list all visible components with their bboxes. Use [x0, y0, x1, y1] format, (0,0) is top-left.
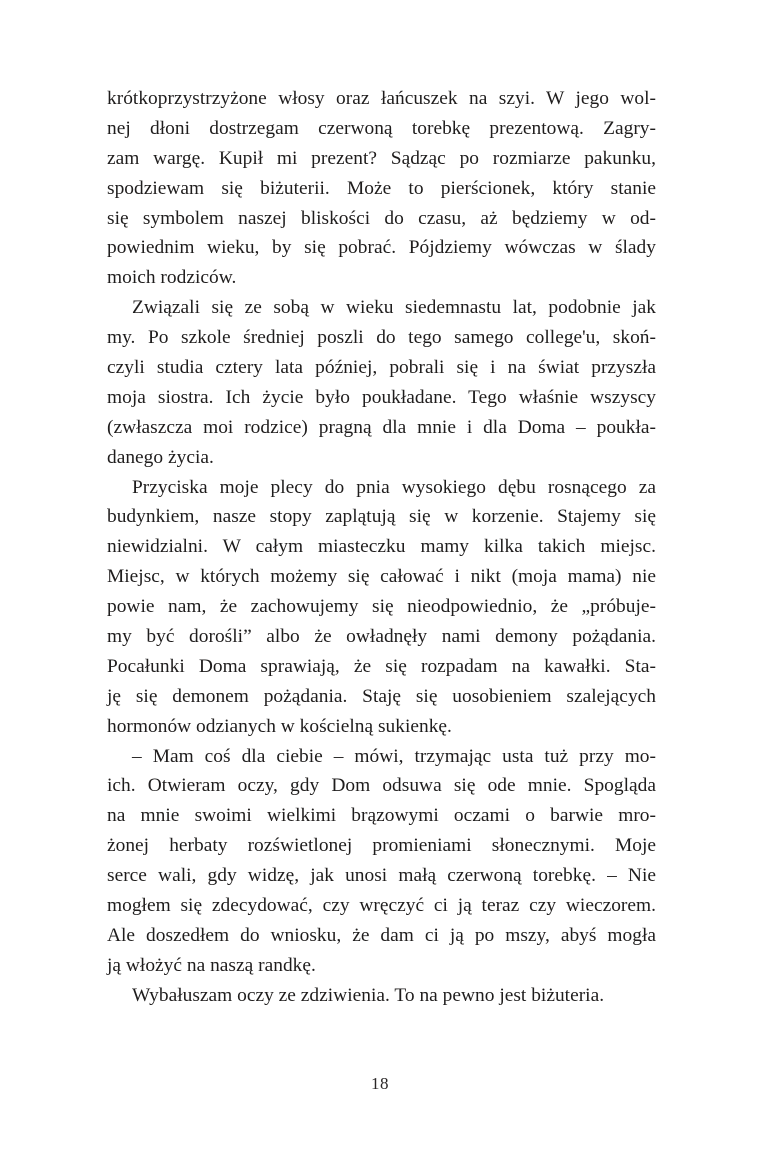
text-line: ją włożyć na naszą randkę. [107, 954, 316, 976]
text-line: my. Po szkole średniej poszli do tego samego college'u, skoń- [107, 327, 656, 349]
paragraph [107, 293, 656, 472]
text-line: hormonów odzianych w kościelną sukienkę. [107, 715, 452, 737]
text-line: – Mam coś dla ciebie – mówi, trzymając usta tuż przy mo- [132, 745, 656, 767]
text-line: Wybałuszam oczy ze zdziwienia. To na pewno jest biżuteria. [132, 984, 605, 1006]
text-line: Pocałunki Doma sprawiają, że się rozpadam na kawałki. Sta- [107, 655, 656, 677]
text-line: moich rodziców. [107, 267, 237, 289]
text-line: ich. Otwieram oczy, gdy Dom odsuwa się ode mnie. Spogląda [107, 775, 656, 797]
text-line: serce wali, gdy widzę, jak unosi małą czerwoną torebkę. – Nie [107, 865, 656, 887]
text-line: spodziewam się biżuterii. Może to pierścionek, który stanie [107, 177, 656, 199]
paragraph [107, 742, 656, 981]
text-line: nej dłoni dostrzegam czerwoną torebkę prezentową. Zagry- [107, 117, 656, 139]
text-line: czyli studia cztery lata później, pobrali się i na świat przyszła [107, 357, 656, 379]
text-line: zam wargę. Kupił mi prezent? Sądząc po rozmiarze pakunku, [107, 147, 656, 169]
text-line: ję się demonem pożądania. Staję się uosobieniem szalejących [107, 685, 656, 707]
text-line: my być dorośli” albo że owładnęły nami demony pożądania. [107, 626, 656, 648]
text-line: Przyciska moje plecy do pnia wysokiego dębu rosnącego za [132, 476, 656, 498]
text-line: niewidzialni. W całym miasteczku mamy kilka takich miejsc. [107, 536, 656, 558]
text-line: krótkoprzystrzyżone włosy oraz łańcuszek na szyi. W jego wol- [107, 88, 656, 109]
paragraph [107, 473, 656, 742]
text-line: danego życia. [107, 446, 214, 468]
text-line: żonej herbaty rozświetlonej promieniami słonecznymi. Moje [107, 835, 656, 857]
body-text-column [107, 84, 656, 1011]
text-line: moja siostra. Ich życie było poukładane. Tego właśnie wszyscy [107, 386, 656, 408]
text-line: Związali się ze sobą w wieku siedemnastu lat, podobnie jak [132, 297, 656, 319]
text-line: (zwłaszcza moi rodzice) pragną dla mnie i dla Doma – poukła- [107, 416, 656, 438]
text-line: na mnie swoimi wielkimi brązowymi oczami o barwie mro- [107, 805, 656, 827]
page-number: 18 [371, 1074, 389, 1093]
text-line: budynkiem, nasze stopy zaplątują się w korzenie. Stajemy się [107, 506, 656, 528]
text-line: powie nam, że zachowujemy się nieodpowiednio, że „próbuje- [107, 596, 656, 618]
paragraph [107, 981, 656, 1011]
text-line: powiednim wieku, by się pobrać. Pójdziemy wówczas w ślady [107, 237, 656, 259]
paragraph [107, 84, 656, 293]
text-line: się symbolem naszej bliskości do czasu, aż będziemy w od- [107, 207, 656, 229]
text-line: mogłem się zdecydować, czy wręczyć ci ją teraz czy wieczorem. [107, 895, 656, 917]
text-line: Miejsc, w których możemy się całować i nikt (moja mama) nie [107, 566, 656, 588]
text-line: Ale doszedłem do wniosku, że dam ci ją po mszy, abyś mogła [107, 924, 656, 946]
